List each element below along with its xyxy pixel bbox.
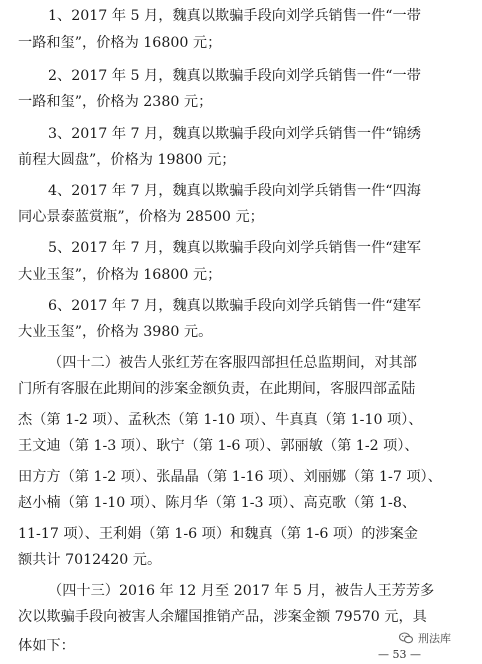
page-number: — 53 — (378, 648, 421, 661)
text-line: 5、2017 年 7 月，魏真以欺骗手段向刘学兵销售一件“建军 (48, 240, 421, 256)
text-line: 一路和玺”，价格为 16800 元； (18, 35, 222, 51)
text-line: 田方方（第 1-2 项）、张晶晶（第 1-16 项）、刘丽娜（第 1-7 项）、 (18, 469, 442, 485)
wechat-icon (398, 630, 414, 646)
text-line: 门所有客服在此期间的涉案金额负责，在此期间，客服四部孟陆 (18, 381, 416, 397)
text-line: 王文迪（第 1-3 项）、耿宁（第 1-6 项）、郭丽敏（第 1-2 项）、 (18, 438, 419, 454)
text-line: 一路和玺”，价格为 2380 元； (18, 94, 213, 110)
text-line: 次以欺骗手段向被害人余耀国推销产品，涉案金额 79570 元，具 (18, 609, 427, 625)
text-line: 1、2017 年 5 月，魏真以欺骗手段向刘学兵销售一件“一带 (48, 8, 421, 24)
text-line: 3、2017 年 7 月，魏真以欺骗手段向刘学兵销售一件“锦绣 (48, 126, 421, 142)
text-line: 赵小楠（第 1-10 项）、陈月华（第 1-3 项）、高克歌（第 1-8、 (18, 495, 417, 511)
text-line: 前程大圆盘”，价格为 19800 元； (18, 152, 236, 168)
text-line: 4、2017 年 7 月，魏真以欺骗手段向刘学兵销售一件“四海 (48, 183, 421, 199)
text-line: 2、2017 年 5 月，魏真以欺骗手段向刘学兵销售一件“一带 (48, 68, 421, 84)
text-line: 大业玉玺”，价格为 3980 元。 (18, 324, 213, 340)
text-line: 同心景泰蓝赏瓶”，价格为 28500 元； (18, 209, 264, 225)
text-line: （四十三）2016 年 12 月至 2017 年 5 月，被告人王芳芳多 (48, 583, 435, 599)
text-line: 11-17 项）、王利娟（第 1-6 项）和魏真（第 1-6 项）的涉案金 (18, 526, 418, 542)
text-line: 杰（第 1-2 项）、孟秋杰（第 1-10 项）、牛真真（第 1-10 项）、 (18, 412, 423, 428)
text-line: 体如下： (18, 638, 75, 654)
watermark (398, 630, 451, 646)
watermark-label: 刑法库 (418, 632, 451, 645)
text-line: 6、2017 年 7 月，魏真以欺骗手段向刘学兵销售一件“建军 (48, 298, 421, 314)
text-line: 额共计 7012420 元。 (18, 552, 162, 568)
text-line: 大业玉玺”，价格为 16800 元； (18, 267, 222, 283)
text-line: （四十二）被告人张红芳在客服四部担任总监期间，对其部 (48, 355, 417, 371)
